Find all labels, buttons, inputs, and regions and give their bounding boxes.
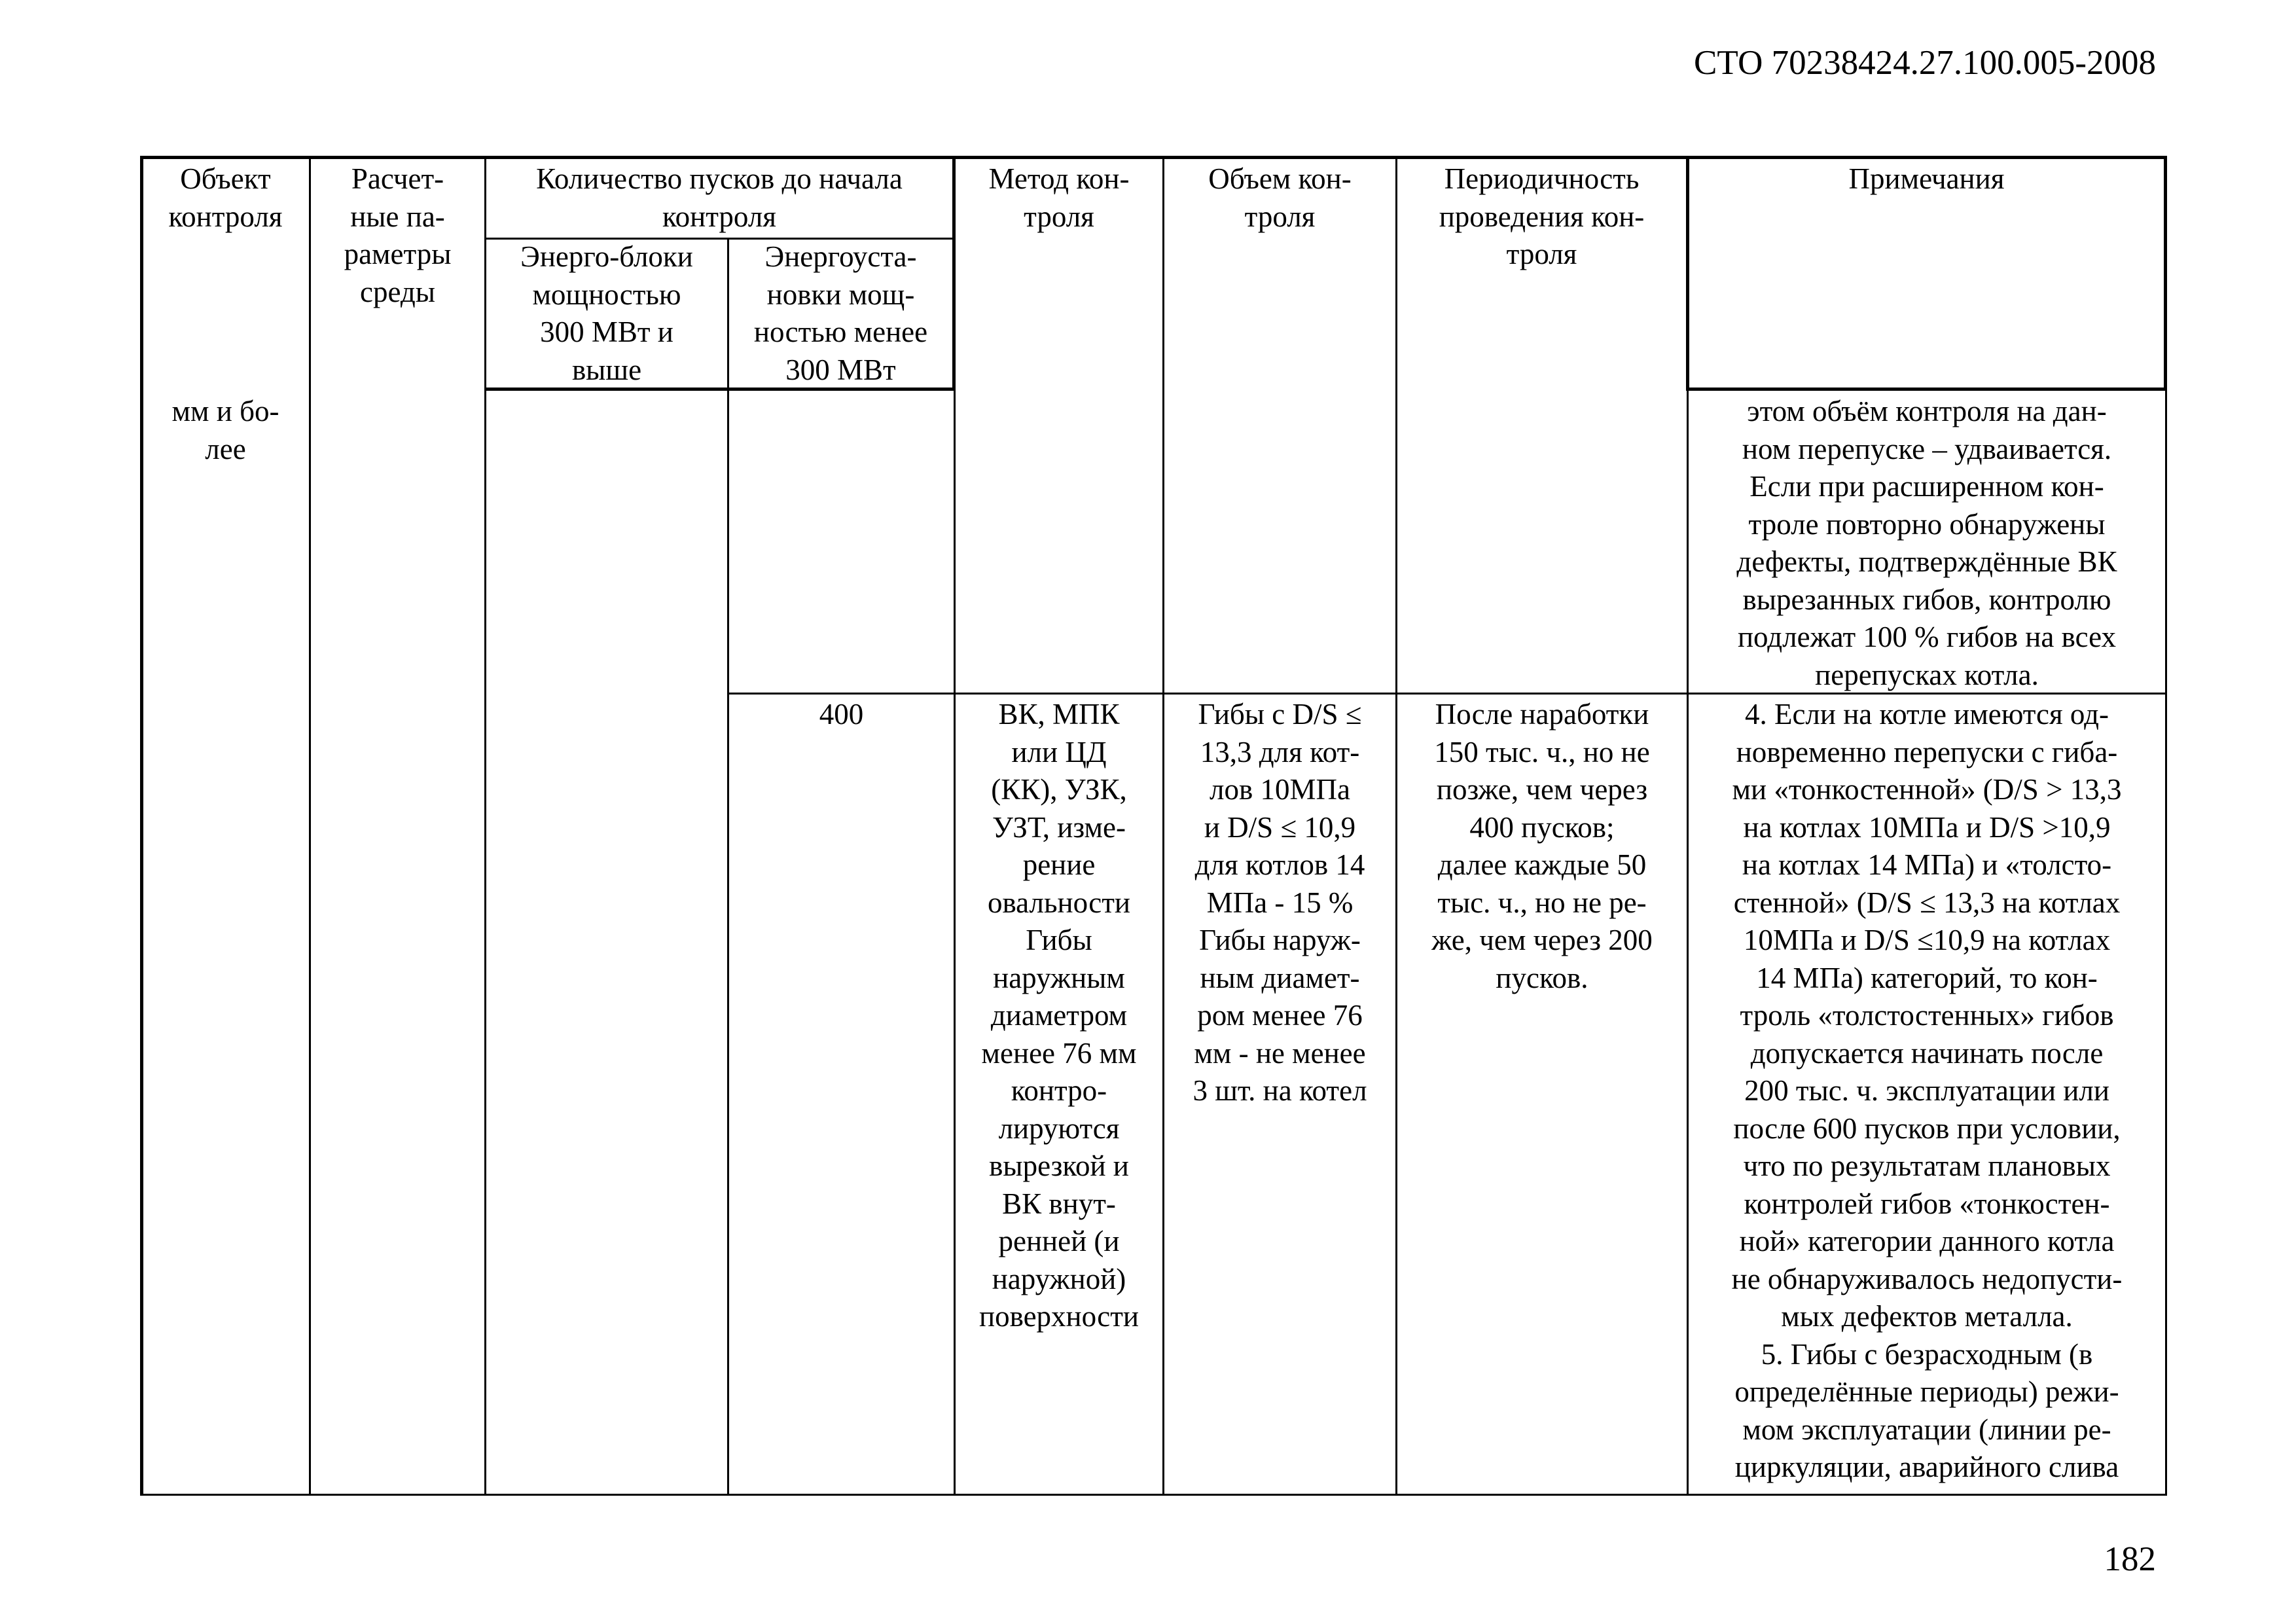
row1-notes: этом объём контроля на дан- ном перепуске – удваивается. Если при расширенном кон- троле повторно обнаружены дефекты, подтверждённые ВК вырезанных гибов, контролю подлежат 100 % гибов на всех перепусках котла. <box>1736 395 2117 691</box>
col-divider-3 <box>727 238 729 1496</box>
row1-object: мм и бо- лее <box>171 395 279 465</box>
col-divider-1 <box>309 156 311 1496</box>
header-units-under300: Энергоуста- новки мощ- ностью менее 300 МВт <box>753 240 928 386</box>
table-bottom-border <box>140 1494 2167 1496</box>
document-code: СТО 70238424.27.100.005-2008 <box>1694 44 2156 82</box>
table-top-border <box>140 156 2167 159</box>
header-notes: Примечания <box>1848 162 2005 195</box>
table-left-border <box>140 156 143 1496</box>
header-object: Объект контроля <box>168 162 283 233</box>
row2-method: ВК, МПК или ЦД (КК), УЗК, УЗТ, изме- рение овальности Гибы наружным диаметром менее 76 мм контро- лируются вырезкой и ВК внут- ренней (и наружной) поверхности <box>979 698 1139 1333</box>
row2-periodicity: После наработки 150 тыс. ч., но не позже, чем через 400 пусков; далее каждые 50 тыс. ч., но не ре- же, чем через 200 пусков. <box>1431 698 1653 994</box>
row2-volume: Гибы с D/S ≤ 13,3 для кот- лов 10МПа и D/S ≤ 10,9 для котлов 14 МПа - 15 % Гибы наруж- ным диамет- ром менее 76 мм - не менее 3 шт. на котел <box>1193 698 1367 1107</box>
header-bottom-border-notes <box>1687 388 2167 391</box>
header-method: Метод кон- троля <box>988 162 1130 233</box>
header-units-300plus: Энерго-блоки мощностью 300 МВт и выше <box>520 240 693 386</box>
header-starts-group: Количество пусков до начала контроля <box>536 162 903 233</box>
page-number: 182 <box>2104 1540 2156 1578</box>
row2-starts-under300: 400 <box>819 698 864 731</box>
table-right-border-lower <box>2165 391 2167 1496</box>
table-right-border <box>2164 156 2167 391</box>
header-volume: Объем кон- троля <box>1208 162 1352 233</box>
header-periodicity: Периодичность проведения кон- троля <box>1439 162 1645 270</box>
header-params: Расчет- ные па- раметры среды <box>344 162 452 308</box>
row2-notes: 4. Если на котле имеются од- новременно перепуски с гиба- ми «тонкостенной» (D/S > 13,3 на котлах 10МПа и D/S >10,9 на котлах 14 МПа) и «толсто- стенной» (D/S ≤ 13,3 на котлах 10МПа и D/S ≤10,9 на котлах 14 МПа) категорий, то кон- троль «толстостенных» гибов допускается начинать после 200 тыс. ч. эксплуатации или после 600 пусков при условии, что по результатам плановых контролей гибов «тонкостен- ной» категории данного котла не обнаруживалось недопусти- мых дефектов металла. 5. Гибы с безрасходным (в определённые периоды) режи- мом эксплуатации (линии ре- циркуляции, аварийного слива <box>1731 698 2123 1483</box>
